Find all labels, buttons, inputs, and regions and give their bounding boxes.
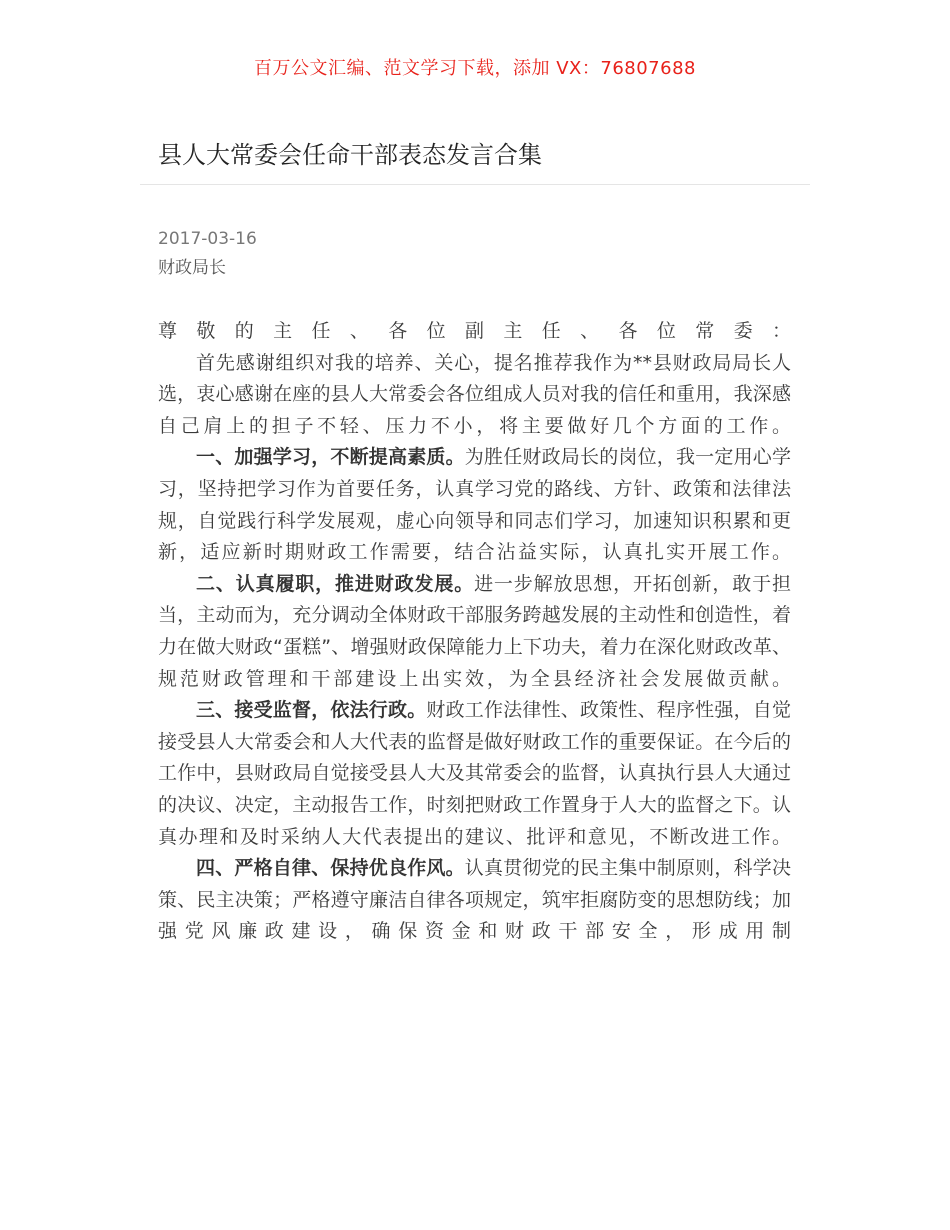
- section-heading-2: 二、认真履职，推进财政发展。: [196, 572, 475, 595]
- section-text-3: 财政工作法律性、政策性、程序性强，自觉接受县人大常委会和人大代表的监督是做好财政工作的重要保证。在今后的工作中，县财政局自觉接受县人大及其常委会的监督，认真执行县人大通过的决议、决定，主动报告工作，时刻把财政工作置身于人大的监督之下。认真办理和及时采纳人大代表提出的建议、批评和意见，不断改进工作。: [158, 699, 791, 848]
- section-heading-3: 三、接受监督，依法行政。: [196, 699, 427, 722]
- download-banner: 百万公文汇编、范文学习下载，添加 VX：76807688: [254, 58, 696, 79]
- section-paragraph-2: [158, 569, 791, 695]
- section-text-2: 进一步解放思想，开拓创新，敢于担当，主动而为，充分调动全体财政干部服务跨越发展的主动性和创造性，着力在做大财政“蛋糕”、增强财政保障能力上下功夫，着力在深化财政改革、规范财政管理和干部建设上出实效，为全县经济社会发展做贡献。: [158, 572, 791, 690]
- publish-date: 2017-03-16: [158, 229, 257, 249]
- section-paragraph-3: [158, 695, 791, 853]
- page-title: 县人大常委会任命干部表态发言合集: [158, 141, 542, 169]
- title-divider: [140, 184, 810, 185]
- section-paragraph-1: [158, 442, 791, 568]
- section-text-1: 为胜任财政局长的岗位，我一定用心学习，坚持把学习作为首要任务，认真学习党的路线、方针、政策和法律法规，自觉践行科学发展观，虚心向领导和同志们学习，加速知识积累和更新，适应新时期财政工作需要，结合沾益实际，认真扎实开展工作。: [158, 446, 791, 564]
- author-label: 财政局长: [158, 258, 226, 278]
- section-paragraph-4: [158, 853, 791, 948]
- intro-paragraph: 首先感谢组织对我的培养、关心，提名推荐我作为**县财政局局长人选，衷心感谢在座的县人大常委会各位组成人员对我的信任和重用，我深感自己肩上的担子不轻、压力不小，将主要做好几个方面的工作。: [158, 351, 791, 437]
- salutation: 尊敬的主任、各位副主任、各位常委：: [158, 320, 791, 342]
- article-body: [158, 316, 791, 948]
- section-text-4: 认真贯彻党的民主集中制原则，科学决策、民主决策；严格遵守廉洁自律各项规定，筑牢拒腐防变的思想防线；加强党风廉政建设，确保资金和财政干部安全，形成用制: [158, 857, 791, 943]
- section-heading-1: 一、加强学习，不断提高素质。: [196, 446, 465, 469]
- section-heading-4: 四、严格自律、保持优良作风。: [196, 857, 465, 880]
